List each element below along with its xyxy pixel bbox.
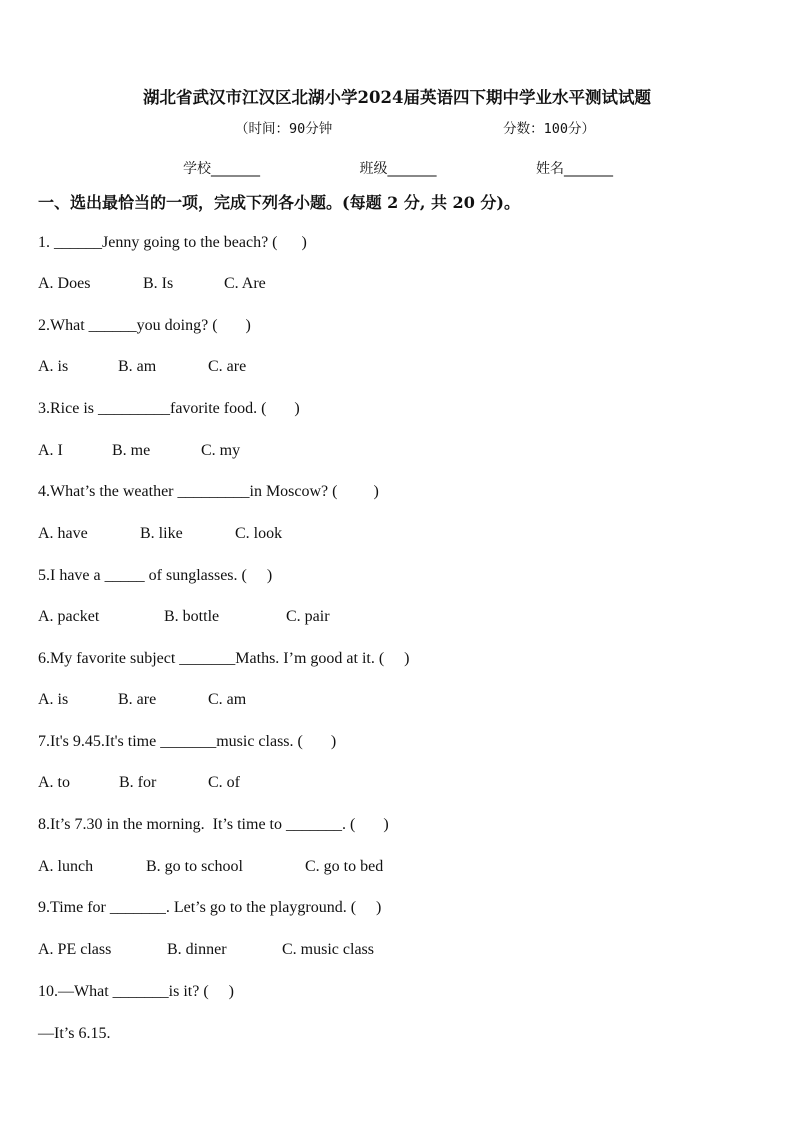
option: B. dinner [167, 941, 227, 958]
option: B. am [118, 358, 157, 375]
question-9: 9.Time for _______. Let’s go to the playground. ( ) [38, 899, 382, 916]
option: B. like [140, 525, 183, 542]
question-2: 2.What ______you doing? ( ) [38, 317, 251, 334]
option: A. is [38, 691, 69, 708]
question-8: 8.It’s 7.30 in the morning. It’s time to _______. ( ) [38, 816, 389, 833]
option: B. me [112, 442, 151, 459]
option: C. music class [282, 941, 374, 958]
option: C. are [208, 358, 247, 375]
option: A. Does [38, 275, 91, 292]
option: A. PE class [38, 941, 112, 958]
options-2 [38, 357, 246, 377]
student-info [183, 158, 613, 178]
section-title: 一、选出最恰当的一项，完成下列各小题。(每题 2 分, 共 20 分)。 [38, 193, 520, 212]
option: A. packet [38, 608, 100, 625]
option: C. look [235, 525, 283, 542]
options-3 [38, 441, 240, 461]
options-9 [38, 940, 374, 960]
name-field: 姓名_______ [536, 161, 613, 177]
options-4 [38, 524, 282, 544]
option: A. to [38, 774, 70, 791]
options-8 [38, 857, 383, 877]
option: B. for [119, 774, 157, 791]
option: C. am [208, 691, 247, 708]
option: A. I [38, 442, 63, 459]
answer-line-10: —It’s 6.15. [38, 1025, 111, 1042]
question-1: 1. ______Jenny going to the beach? ( ) [38, 234, 307, 251]
option: B. are [118, 691, 157, 708]
exam-time: （时间：90分钟 [235, 121, 333, 137]
class-field: 班级_______ [359, 161, 437, 177]
question-10: 10.—What _______is it? ( ) [38, 983, 234, 1000]
question-3: 3.Rice is _________favorite food. ( ) [38, 400, 300, 417]
options-7 [38, 773, 240, 793]
question-7: 7.It's 9.45.It's time _______music class. ( ) [38, 733, 337, 750]
options-6 [38, 690, 246, 710]
option: C. of [208, 774, 240, 791]
exam-meta [235, 117, 595, 137]
option: A. lunch [38, 858, 94, 875]
question-5: 5.I have a _____ of sunglasses. ( ) [38, 567, 273, 584]
option: B. bottle [164, 608, 220, 625]
option: B. go to school [146, 858, 243, 875]
option: C. pair [286, 608, 330, 625]
question-4: 4.What’s the weather _________in Moscow? ( ) [38, 483, 379, 500]
exam-title: 湖北省武汉市江汉区北湖小学2024届英语四下期中学业水平测试试题 [143, 88, 651, 107]
option: C. my [201, 442, 241, 459]
option: A. is [38, 358, 69, 375]
exam-score: 分数：100分） [503, 121, 595, 137]
question-6: 6.My favorite subject _______Maths. I’m good at it. ( ) [38, 650, 410, 667]
option: A. have [38, 525, 88, 542]
option: B. Is [143, 275, 174, 292]
options-1 [38, 274, 266, 294]
option: C. go to bed [305, 858, 384, 875]
option: C. Are [224, 275, 266, 292]
options-5 [38, 607, 330, 627]
school-field: 学校_______ [183, 161, 260, 177]
